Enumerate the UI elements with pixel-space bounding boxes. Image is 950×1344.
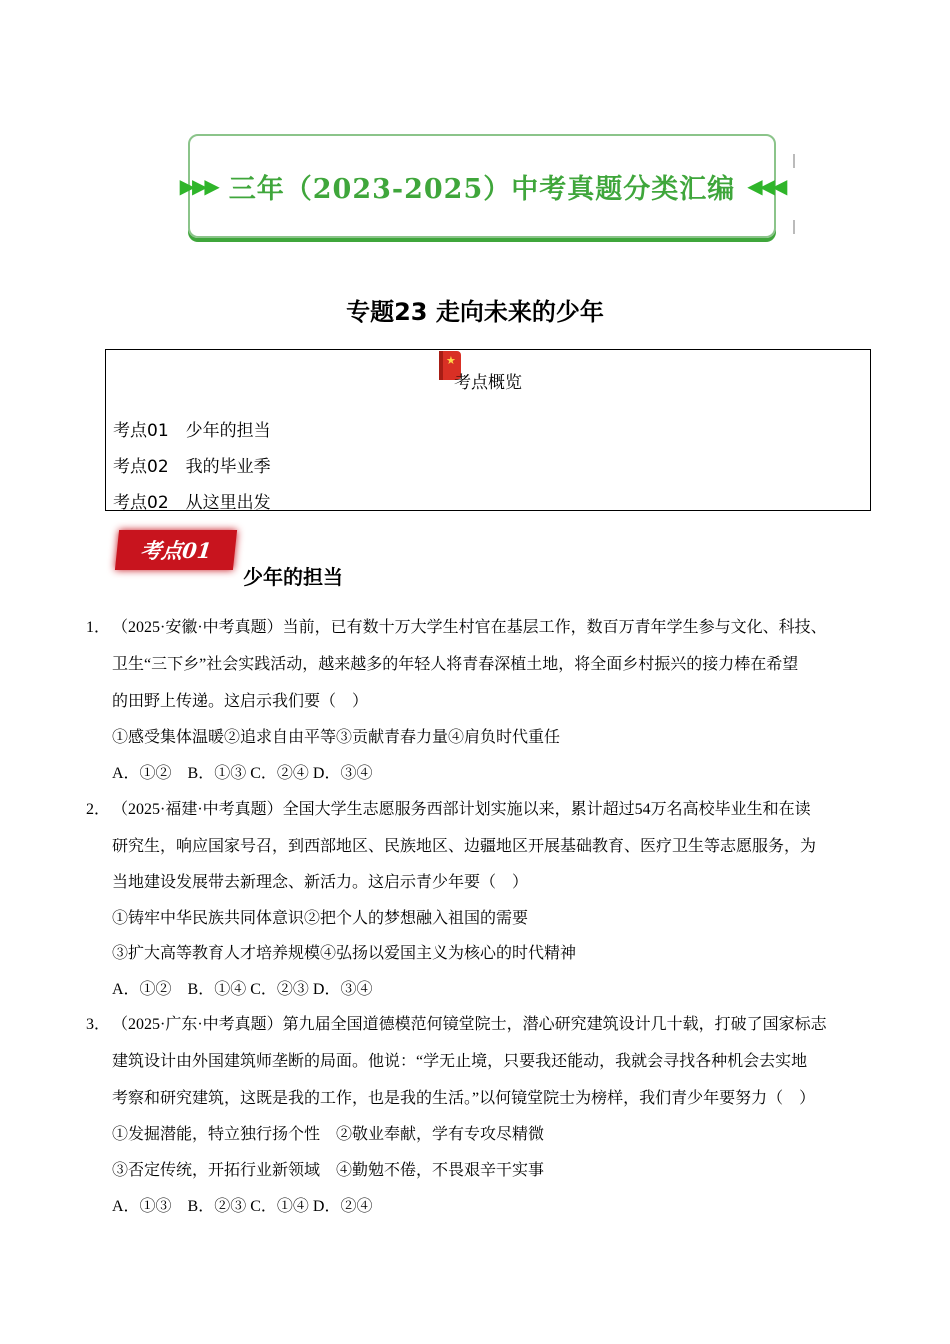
answer-choices: A．①② B．①④ C．②③ D．③④ — [112, 981, 373, 998]
question-number: 1． — [86, 619, 111, 636]
answer-choices: A．①③ B．②③ C．①④ D．②④ — [112, 1198, 373, 1215]
question-line: 卫生“三下乡”社会实践活动，越来越多的年轻人将青春深植土地，将全面乡村振兴的接力棒在希望 — [112, 656, 799, 673]
answer-choices: A．①② B．①③ C．②④ D．③④ — [112, 765, 373, 782]
right-arrows-icon: ◀◀◀ — [747, 174, 785, 198]
page-title: 专题23 走向未来的少年 — [346, 298, 604, 326]
question-line: 研究生，响应国家号召，到西部地区、民族地区、边疆地区开展基础教育、医疗卫生等志愿服务，为 — [112, 838, 817, 855]
question-option: ①铸牢中华民族共同体意识②把个人的梦想融入祖国的需要 — [112, 910, 529, 927]
question-line: （2025·安徽·中考真题）当前，已有数十万大学生村官在基层工作，数百万青年学生参与文化、科技、 — [112, 619, 827, 636]
banner-edge-mark — [793, 154, 795, 168]
question-line: （2025·广东·中考真题）第九届全国道德模范何镜堂院士，潜心研究建筑设计几十载，打破了国家标志 — [112, 1016, 827, 1033]
overview-item: 考点02 从这里出发 — [113, 493, 271, 513]
overview-heading: 考点概览 — [454, 373, 522, 393]
header-banner — [179, 134, 785, 238]
question-number: 3． — [86, 1016, 111, 1033]
section-title: 少年的担当 — [243, 565, 343, 589]
left-arrows-icon: ▶▶▶ — [179, 174, 217, 198]
section-badge: 考点01 — [115, 530, 237, 570]
overview-box — [105, 349, 871, 511]
question-line: 建筑设计由外国建筑师垄断的局面。他说：“学无止境，只要我还能动，我就会寻找各种机会去实地 — [112, 1053, 808, 1070]
question-line: 的田野上传递。这启示我们要（ ） — [112, 693, 369, 710]
question-line: （2025·福建·中考真题）全国大学生志愿服务西部计划实施以来，累计超过54万名高校毕业生和在读 — [112, 801, 811, 818]
banner-text: 三年（2023-2025）中考真题分类汇编 — [228, 173, 736, 205]
question-line: 当地建设发展带去新理念、新活力。这启示青少年要（ ） — [112, 874, 529, 891]
overview-item: 考点02 我的毕业季 — [113, 457, 271, 477]
question-line: 考察和研究建筑，这既是我的工作，也是我的生活。”以何镜堂院士为榜样，我们青少年要努力（ ） — [112, 1090, 816, 1107]
question-option: ③否定传统，开拓行业新领域 ④勤勉不倦，不畏艰辛干实事 — [112, 1162, 545, 1179]
question-option: ①感受集体温暖②追求自由平等③贡献青春力量④肩负时代重任 — [112, 729, 561, 746]
overview-item: 考点01 少年的担当 — [113, 421, 271, 441]
question-option: ①发掘潜能，特立独行扬个性 ②敬业奉献，学有专攻尽精微 — [112, 1126, 545, 1143]
banner-edge-mark — [793, 220, 795, 234]
question-number: 2． — [86, 801, 111, 818]
question-option: ③扩大高等教育人才培养规模④弘扬以爱国主义为核心的时代精神 — [112, 945, 577, 962]
